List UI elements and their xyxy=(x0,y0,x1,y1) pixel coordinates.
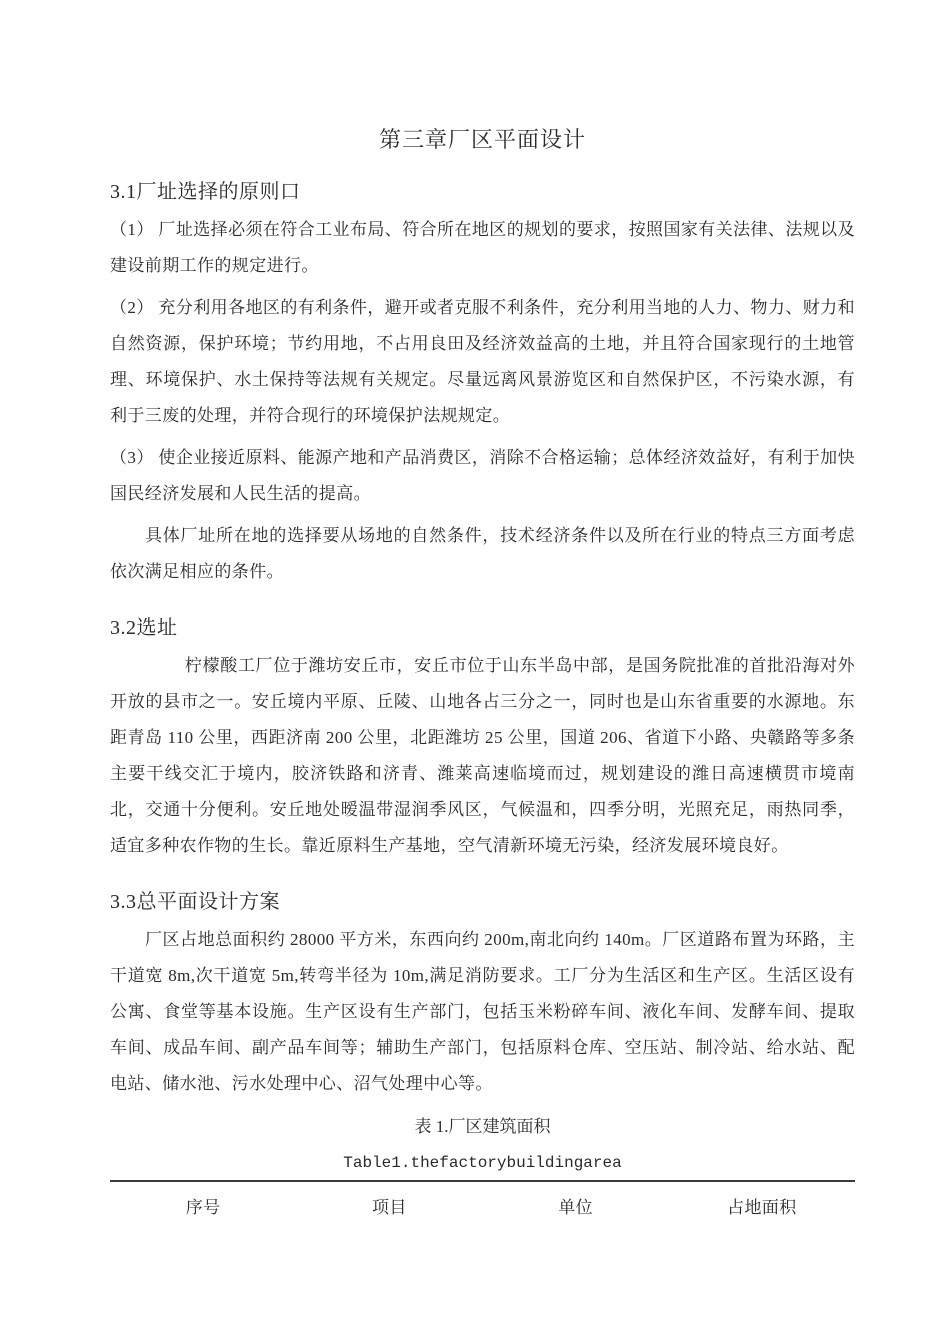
paragraph-layout-plan: 厂区占地总面积约 28000 平方米，东西向约 200m,南北向约 140m。厂区道路布置为环路，主干道宽 8m,次干道宽 5m,转弯半径为 10m,满足消防要求。工厂分为生活区和生产区。生活区设有公寓、食堂等基本设施。生产区设有生产部门，包括玉米粉碎车间、液化车间、发酵车间、提取车间、成品车间、副产品车间等；辅助生产部门，包括原料仓库、空压站、制冷站、给水站、配电站、储水池、污水处理中心、沼气处理中心等。 xyxy=(110,930,855,1093)
table-caption-en: Table1.thefactorybuildingarea xyxy=(343,1154,622,1172)
chapter-title: 第三章厂区平面设计 xyxy=(378,127,586,152)
section-heading-3-3: 3.3总平面设计方案 xyxy=(110,891,280,913)
paragraph-principle-3: （3） 使企业接近原料、能源产地和产品消费区，消除不合格运输；总体经济效益好，有利于加快国民经济发展和人民生活的提高。 xyxy=(110,448,855,503)
building-area-table xyxy=(110,1180,855,1248)
section-heading-3-2: 3.2选址 xyxy=(110,617,178,639)
table-caption-zh: 表 1.厂区建筑面积 xyxy=(414,1117,551,1136)
table-header-row xyxy=(110,1181,855,1248)
table-column-header-index: 序号 xyxy=(185,1198,221,1217)
table-column-header-unit: 单位 xyxy=(558,1198,594,1217)
paragraph-principle-2: （2） 充分利用各地区的有利条件，避开或者克服不利条件，充分利用当地的人力、物力、财力和自然资源，保护环境；节约用地，不占用良田及经济效益高的土地，并且符合国家现行的土地管理、环境保护、水土保持等法规有关规定。尽量远离风景游览区和自然保护区，不污染水源，有利于三废的处理，并符合现行的环境保护法规规定。 xyxy=(110,298,855,425)
table-column-header-item: 项目 xyxy=(371,1198,407,1217)
paragraph-principle-1: （1） 厂址选择必须在符合工业布局、符合所在地区的规划的要求，按照国家有关法律、法规以及建设前期工作的规定进行。 xyxy=(110,220,855,275)
paragraph-site-selection: 柠檬酸工厂位于潍坊安丘市，安丘市位于山东半岛中部，是国务院批准的首批沿海对外开放的县市之一。安丘境内平原、丘陵、山地各占三分之一，同时也是山东省重要的水源地。东距青岛 110 公里，西距济南 200 公里，北距潍坊 25 公里，国道 206、省道下小路、央赣路等多条主要干线交汇于境内，胶济铁路和济青、潍莱高速临境而过，规划建设的潍日高速横贯市境南北，交通十分便利。安丘地处暧温带湿润季风区，气候温和，四季分明，光照充足，雨热同季，适宜多种农作物的生长。靠近原料生产基地，空气清新环境无污染，经济发展环境良好。 xyxy=(110,656,855,855)
section-heading-3-1: 3.1厂址选择的原则口 xyxy=(110,181,301,203)
table-column-header-area: 占地面积 xyxy=(727,1198,797,1217)
paragraph-site-conditions: 具体厂址所在地的选择要从场地的自然条件，技术经济条件以及所在行业的特点三方面考虑依次满足相应的条件。 xyxy=(110,526,855,581)
